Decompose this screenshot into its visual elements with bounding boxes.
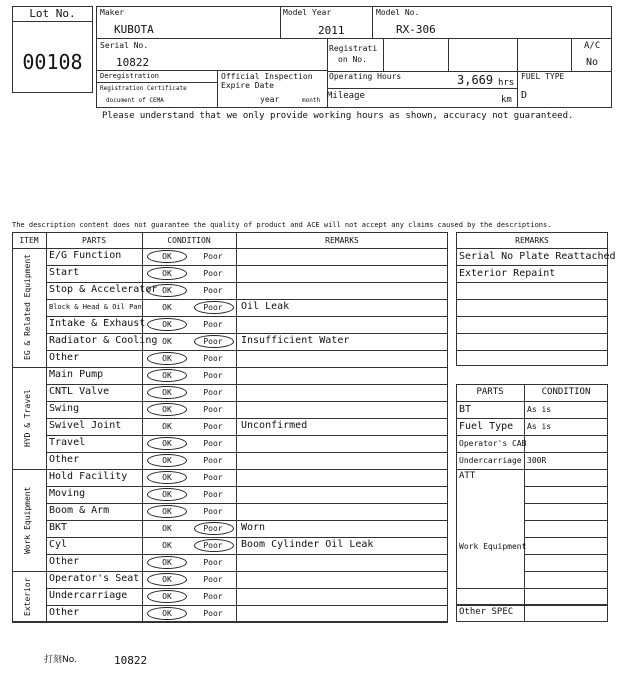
ok-option[interactable]: OK <box>162 473 172 482</box>
model-no-label: Model No. <box>376 8 420 17</box>
ok-option[interactable]: OK <box>162 541 172 550</box>
ok-option[interactable]: OK <box>162 422 172 431</box>
header-parts: PARTS <box>81 236 107 245</box>
poor-selected-circle <box>194 539 234 552</box>
disclaimer: The description content does not guarantee the quality of product and ACE will not accept any claims caused by the descriptions. <box>12 221 552 229</box>
side-remark-text: Exterior Repaint <box>459 268 556 279</box>
header-item: ITEM <box>19 236 39 245</box>
poor-option[interactable]: Poor <box>203 422 223 431</box>
group-label: EG & Related Equipment <box>23 254 32 361</box>
poor-option[interactable]: Poor <box>203 252 223 261</box>
poor-selected-circle <box>194 335 234 348</box>
ok-selected-circle <box>147 437 187 450</box>
ok-selected-circle <box>147 318 187 331</box>
ok-option[interactable]: OK <box>162 354 172 363</box>
side-remark-text: Serial No Plate Reattached <box>459 251 616 262</box>
poor-option[interactable]: Poor <box>203 490 223 499</box>
ok-option[interactable]: OK <box>162 558 172 567</box>
ok-option[interactable]: OK <box>162 490 172 499</box>
ok-selected-circle <box>147 369 187 382</box>
header-condition: CONDITION <box>167 236 211 245</box>
remark-text: Insufficient Water <box>241 335 350 346</box>
poor-option[interactable]: Poor <box>203 575 223 584</box>
poor-option[interactable]: Poor <box>203 609 223 618</box>
ok-option[interactable]: OK <box>162 252 172 261</box>
poor-option[interactable]: Poor <box>203 592 223 601</box>
ok-selected-circle <box>147 607 187 620</box>
ok-option[interactable]: OK <box>162 371 172 380</box>
part-name: Other <box>49 556 80 567</box>
serial-value: 10822 <box>116 56 150 69</box>
part-name: Operator's Seat <box>49 573 140 584</box>
hrs-unit: hrs <box>498 78 515 88</box>
model-year-label: Model Year <box>283 8 332 17</box>
ok-selected-circle <box>147 505 187 518</box>
side-part-name: Operator's CAB <box>459 439 527 448</box>
parts-side-header: PARTS <box>476 387 504 397</box>
ok-option[interactable]: OK <box>162 592 172 601</box>
operating-hours-label: Operating Hours <box>329 72 402 81</box>
side-part-condition: As is <box>527 422 552 431</box>
ac-label: A/C <box>584 41 601 51</box>
remark-text: Oil Leak <box>241 301 290 312</box>
remarks-side-header: REMARKS <box>515 236 549 245</box>
ok-option[interactable]: OK <box>162 286 172 295</box>
stamp-no-value: 10822 <box>114 654 148 667</box>
poor-option[interactable]: Poor <box>203 405 223 414</box>
ok-selected-circle <box>147 403 187 416</box>
lot-no-label: Lot No. <box>29 7 76 20</box>
maker-value: KUBOTA <box>114 23 154 36</box>
poor-option[interactable]: Poor <box>203 524 223 533</box>
poor-option[interactable]: Poor <box>203 320 223 329</box>
poor-option[interactable]: Poor <box>203 507 223 516</box>
operating-hours-value: 3,669 <box>457 73 494 87</box>
group-label: Exterior <box>23 577 32 616</box>
km-unit: km <box>501 95 512 105</box>
poor-option[interactable]: Poor <box>203 388 223 397</box>
poor-option[interactable]: Poor <box>203 558 223 567</box>
ok-option[interactable]: OK <box>162 609 172 618</box>
part-name: Moving <box>49 488 86 499</box>
poor-option[interactable]: Poor <box>203 439 223 448</box>
poor-option[interactable]: Poor <box>203 456 223 465</box>
part-name: Main Pump <box>49 369 104 380</box>
ok-selected-circle <box>147 454 187 467</box>
ok-option[interactable]: OK <box>162 507 172 516</box>
model-no-value: RX-306 <box>396 23 436 36</box>
part-name: Block & Head & Oil Pan <box>49 303 142 311</box>
condition-side-header: CONDITION <box>541 387 591 397</box>
ok-selected-circle <box>147 590 187 603</box>
hours-notice: Please understand that we only provide working hours as shown, accuracy not guaranteed. <box>102 111 574 121</box>
ok-option[interactable]: OK <box>162 405 172 414</box>
part-name: E/G Function <box>49 250 122 261</box>
poor-option[interactable]: Poor <box>203 269 223 278</box>
remark-text: Boom Cylinder Oil Leak <box>241 539 374 550</box>
stamp-no-label: 打刻No. <box>44 655 77 665</box>
remark-text: Unconfirmed <box>241 420 308 431</box>
ok-option[interactable]: OK <box>162 388 172 397</box>
part-name: CNTL Valve <box>49 386 110 397</box>
ok-selected-circle <box>147 471 187 484</box>
side-part-condition: 300R <box>527 456 547 465</box>
att-label: ATT <box>459 471 476 481</box>
poor-selected-circle <box>194 522 234 535</box>
ac-value: No <box>586 57 599 68</box>
part-name: Undercarriage <box>49 590 128 601</box>
side-part-name: Undercarriage <box>459 456 522 465</box>
ok-option[interactable]: OK <box>162 575 172 584</box>
year-label: year <box>260 95 280 104</box>
ok-option[interactable]: OK <box>162 269 172 278</box>
group-label: HYD & Travel <box>23 389 32 447</box>
poor-option[interactable]: Poor <box>203 371 223 380</box>
maker-label: Maker <box>100 8 125 17</box>
part-name: Swivel Joint <box>49 420 122 431</box>
mileage-label: Mileage <box>327 91 365 101</box>
poor-selected-circle <box>194 301 234 314</box>
model-year-value: 2011 <box>318 24 345 37</box>
header-remarks: REMARKS <box>325 236 359 245</box>
ok-option[interactable]: OK <box>162 337 172 346</box>
ok-selected-circle <box>147 573 187 586</box>
ok-selected-circle <box>147 267 187 280</box>
part-name: Stop & Accelerator <box>49 284 158 295</box>
part-name: Hold Facility <box>49 471 128 482</box>
side-part-condition: As is <box>527 405 552 414</box>
official-inspection-label-1: Official Inspection <box>221 72 313 81</box>
ok-selected-circle <box>147 284 187 297</box>
ok-option[interactable]: OK <box>162 439 172 448</box>
ok-selected-circle <box>147 352 187 365</box>
part-name: Radiator & Cooling <box>49 335 158 346</box>
part-name: Other <box>49 352 80 363</box>
poor-option[interactable]: Poor <box>203 354 223 363</box>
poor-option[interactable]: Poor <box>203 337 223 346</box>
ok-option[interactable]: OK <box>162 524 172 533</box>
part-name: Other <box>49 454 80 465</box>
fuel-type-value: D <box>521 90 528 101</box>
side-part-name: BT <box>459 404 472 415</box>
remark-text: Worn <box>241 522 266 533</box>
poor-option[interactable]: Poor <box>203 541 223 550</box>
ok-selected-circle <box>147 556 187 569</box>
ok-option[interactable]: OK <box>162 456 172 465</box>
work-equipment-label: Work Equipment <box>459 542 527 551</box>
part-name: BKT <box>49 522 68 533</box>
month-label: month <box>302 97 321 104</box>
part-name: Other <box>49 607 80 618</box>
lot-no-value: 00108 <box>22 50 83 74</box>
part-name: Travel <box>49 437 86 448</box>
ok-selected-circle <box>147 386 187 399</box>
part-name: Start <box>49 267 80 278</box>
part-name: Swing <box>49 403 80 414</box>
side-part-name: Fuel Type <box>459 421 514 432</box>
part-name: Boom & Arm <box>49 505 110 516</box>
registration-certificate-label: Registration Certificate <box>100 85 187 92</box>
deregistration-label: Deregistration <box>100 72 160 80</box>
poor-option[interactable]: Poor <box>203 473 223 482</box>
ok-option[interactable]: OK <box>162 320 172 329</box>
part-name: Intake & Exhaust <box>49 318 146 329</box>
poor-option[interactable]: Poor <box>203 286 223 295</box>
official-inspection-label-2: Expire Date <box>221 81 274 90</box>
document-cema-label: document of CEMA <box>106 97 164 104</box>
registration-label-2: on No. <box>338 55 367 64</box>
ok-selected-circle <box>147 488 187 501</box>
fuel-type-label: FUEL TYPE <box>521 72 565 81</box>
poor-option[interactable]: Poor <box>203 303 223 312</box>
ok-selected-circle <box>147 250 187 263</box>
serial-label: Serial No. <box>100 41 149 50</box>
group-label: Work Equipment <box>23 486 32 554</box>
registration-label-1: Registrati <box>329 44 378 53</box>
ok-option[interactable]: OK <box>162 303 172 312</box>
other-spec-label: Other SPEC <box>459 607 514 617</box>
part-name: Cyl <box>49 539 68 550</box>
